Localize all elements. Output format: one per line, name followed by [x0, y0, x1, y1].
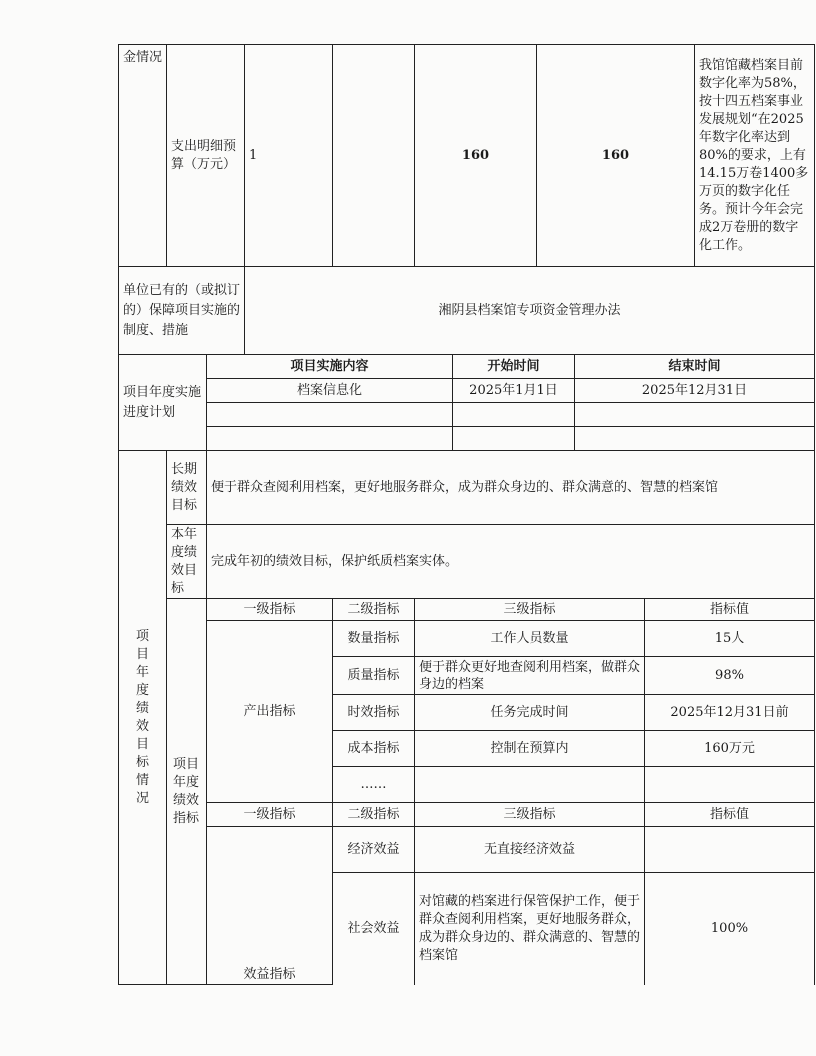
output-level2: 质量指标	[333, 657, 415, 695]
schedule-row	[119, 427, 815, 451]
funding-row	[119, 45, 815, 267]
schedule-content	[207, 427, 453, 451]
funding-col2	[333, 45, 415, 267]
institution-row	[119, 267, 815, 355]
output-header-level2: 二级指标	[333, 599, 415, 621]
schedule-row	[119, 379, 815, 403]
output-level2: 时效指标	[333, 695, 415, 731]
benefit-header-level1: 一级指标	[207, 803, 333, 827]
output-level3: 工作人员数量	[415, 621, 645, 657]
benefit-header-level3: 三级指标	[415, 803, 645, 827]
output-level2: 数量指标	[333, 621, 415, 657]
benefit-value	[645, 827, 815, 873]
schedule-label: 项目年度实施进度计划	[119, 355, 207, 451]
output-level2: ……	[333, 767, 415, 803]
schedule-end	[575, 403, 815, 427]
schedule-header-start: 开始时间	[453, 355, 575, 379]
schedule-header-row	[119, 355, 815, 379]
schedule-content: 档案信息化	[207, 379, 453, 403]
output-row	[119, 621, 815, 657]
output-level2: 成本指标	[333, 731, 415, 767]
schedule-start	[453, 403, 575, 427]
output-value: 15人	[645, 621, 815, 657]
benefit-header-level2: 二级指标	[333, 803, 415, 827]
indicators-label: 项目年度绩效指标	[167, 599, 207, 985]
schedule-row	[119, 403, 815, 427]
schedule-start: 2025年1月1日	[453, 379, 575, 403]
annual-label: 本年度绩效目标	[167, 525, 207, 599]
schedule-end: 2025年12月31日	[575, 379, 815, 403]
schedule-header-end: 结束时间	[575, 355, 815, 379]
funding-section-label: 金情况	[119, 45, 167, 267]
long-term-value: 便于群众查阅利用档案，更好地服务群众，成为群众身边的、群众满意的、智慧的档案馆	[207, 451, 815, 525]
institution-label: 单位已有的（或拟订的）保障项目实施的制度、措施	[119, 267, 245, 355]
benefit-row	[119, 827, 815, 873]
benefit-level2: 社会效益	[333, 873, 415, 985]
benefit-value: 100%	[645, 873, 815, 985]
long-term-row	[119, 451, 815, 525]
benefit-level1: 效益指标	[207, 827, 333, 985]
funding-note: 我馆馆藏档案目前数字化率为58%，按十四五档案事业发展规划“在2025年数字化率达到80%的要求，上有14.15万卷1400多万页的数字化任务。预计今年会完成2万卷册的数字化工作。	[695, 45, 815, 267]
benefit-header-row	[119, 803, 815, 827]
output-level3	[415, 767, 645, 803]
long-term-label: 长期绩效目标	[167, 451, 207, 525]
funding-col3: 160	[415, 45, 537, 267]
performance-section-label: 项目年度绩效目标情况	[119, 451, 167, 985]
output-level3: 控制在预算内	[415, 731, 645, 767]
schedule-header-content: 项目实施内容	[207, 355, 453, 379]
output-value: 98%	[645, 657, 815, 695]
institution-value: 湘阴县档案馆专项资金管理办法	[245, 267, 815, 355]
benefit-header-value: 指标值	[645, 803, 815, 827]
output-level3: 任务完成时间	[415, 695, 645, 731]
output-header-value: 指标值	[645, 599, 815, 621]
schedule-start	[453, 427, 575, 451]
budget-table	[118, 44, 815, 985]
output-header-row	[119, 599, 815, 621]
benefit-level2: 经济效益	[333, 827, 415, 873]
funding-col1: 1	[245, 45, 333, 267]
schedule-content	[207, 403, 453, 427]
benefit-level3: 对馆藏的档案进行保管保护工作，便于群众查阅利用档案，更好地服务群众，成为群众身边的、群众满意的、智慧的档案馆	[415, 873, 645, 985]
funding-row-label: 支出明细预算（万元）	[167, 45, 245, 267]
output-value: 2025年12月31日前	[645, 695, 815, 731]
output-value: 160万元	[645, 731, 815, 767]
output-header-level1: 一级指标	[207, 599, 333, 621]
output-level1: 产出指标	[207, 621, 333, 803]
annual-value: 完成年初的绩效目标，保护纸质档案实体。	[207, 525, 815, 599]
output-value	[645, 767, 815, 803]
benefit-level3: 无直接经济效益	[415, 827, 645, 873]
output-header-level3: 三级指标	[415, 599, 645, 621]
funding-col4: 160	[537, 45, 695, 267]
schedule-end	[575, 427, 815, 451]
output-level3: 便于群众更好地查阅利用档案，做群众身边的档案	[415, 657, 645, 695]
annual-row	[119, 525, 815, 599]
